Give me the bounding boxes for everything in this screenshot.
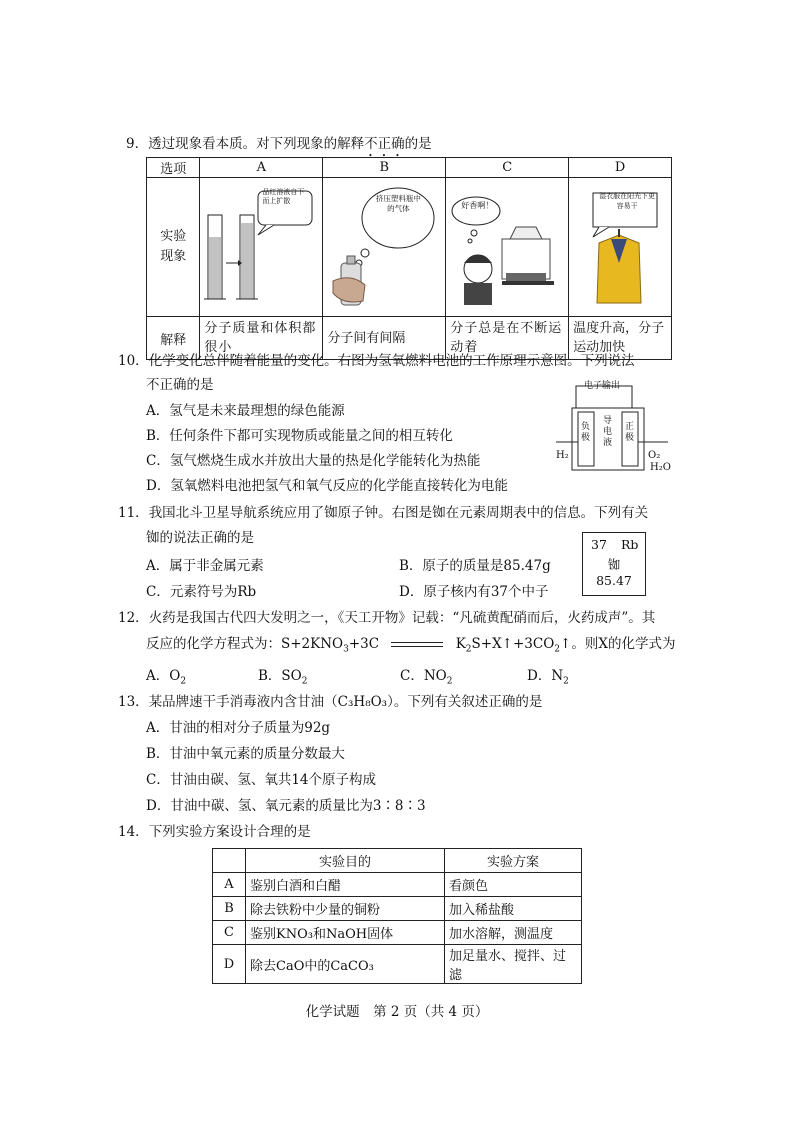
q12-equation: 反应的化学方程式为：$S+2KNO_3+3C$ $K_2S+X↑+3CO_2↑$。则X的化学式为 [146, 636, 676, 655]
q14-row-a-purpose: 鉴别白酒和白醋 [246, 873, 445, 897]
table-row [213, 897, 582, 921]
q9-image-b [323, 178, 446, 317]
table-row [213, 921, 582, 945]
q9-bubble-d: 湿衣服在阳光下更容易干 [599, 192, 656, 210]
q12-number: 12． [118, 610, 149, 626]
q14-header-blank [213, 849, 246, 873]
q13-option-c: C．甘油由碳、氢、氧共14个原子构成 [146, 772, 377, 788]
q11-element-name: 铷 [607, 557, 621, 572]
q14-row-d-label: D [213, 945, 246, 984]
q10-label-electrolyte: 导电液 [603, 416, 613, 448]
q11-number: 11． [118, 505, 149, 521]
q10-option-c: C．氢气燃烧生成水并放出大量的热是化学能转化为热能 [146, 453, 481, 469]
q14-row-a-plan: 看颜色 [445, 873, 582, 897]
q14-row-b-plan: 加入稀盐酸 [445, 897, 582, 921]
table-row [213, 945, 582, 984]
q13-stem [118, 692, 542, 712]
q13-stem-text: 某品牌速干手消毒液内含甘油（C₃H₈O₃）。下列有关叙述正确的是 [148, 694, 543, 710]
q11-option-a: A．属于非金属元素 [146, 558, 264, 574]
q11-option-c: C．元素符号为Rb [146, 584, 257, 600]
q9-explain-c: 分子总是在不断运动着 [446, 317, 569, 360]
q9-header-b: B [323, 158, 446, 178]
q11-option-b: B．原子的质量是85.47g [399, 558, 551, 574]
q14-row-a-label: A [213, 873, 246, 897]
q9-image-c [446, 178, 569, 317]
q14-header-purpose: 实验目的 [246, 849, 445, 873]
q13-option-d: D．甘油中碳、氢、氧元素的质量比为3∶8∶3 [146, 798, 426, 814]
q13-option-a: A．甘油的相对分子质量为92g [146, 720, 331, 736]
q9-bubble-b: 挤压塑料瓶中的气体 [375, 194, 421, 213]
q10-label-h2: H₂ [556, 450, 569, 461]
q12-eq-right-k: K [455, 636, 466, 652]
q9-bubble-a: 品红溶液自下而上扩散 [262, 188, 305, 205]
q9-stem-text: 透过现象看本质。对下列现象的解释 [148, 136, 365, 152]
q14-table [212, 848, 582, 984]
table-row [213, 873, 582, 897]
q10-option-a: A．氢气是未来最理想的绿色能源 [146, 403, 345, 419]
q12-stem-line1 [118, 608, 655, 628]
q14-stem [118, 822, 311, 842]
q10-stem-line1 [118, 351, 635, 371]
q9-header-d: D [569, 158, 672, 178]
q10-label-h2o: H₂O [650, 462, 671, 473]
q12-eq-right: S+X↑+3CO [471, 636, 555, 652]
q9-emphasis: 不正确 [364, 136, 405, 152]
q9-explain-label: 解释 [147, 317, 200, 360]
q9-image-a [200, 178, 323, 317]
q9-bubble-c: 好香啊！ [461, 201, 494, 210]
q14-row-c-purpose: 鉴别KNO₃和NaOH固体 [246, 921, 445, 945]
q12-eq-left: 反应的化学方程式为：S+2KNO [146, 636, 344, 652]
q10-fuel-cell-figure [552, 378, 672, 478]
q10-stem-text: 化学变化总伴随着能量的变化。右图为氢氧燃料电池的工作原理示意图。下列说法 [148, 353, 635, 369]
q9-explain-b: 分子间有间隔 [323, 317, 446, 360]
q11-element-card [582, 532, 646, 596]
q11-stem-text: 我国北斗卫星导航系统应用了铷原子钟。右图是铷在元素周期表中的信息。下列有关 [148, 505, 649, 521]
q9-header-a: A [200, 158, 323, 178]
q14-row-d-plan: 加足量水、搅拌、过滤 [445, 945, 582, 984]
q11-atomic-mass: 85.47 [596, 573, 632, 588]
q12-option-b: B．$SO_2$ [258, 668, 308, 687]
q12-equals-sign [391, 642, 443, 647]
page-footer: 化学试题 第 2 页（共 4 页） [305, 1004, 489, 1020]
q10-label-positive: 正极 [625, 422, 635, 443]
q13-number: 13． [118, 694, 149, 710]
q10-label-negative: 负极 [581, 422, 591, 443]
q12-option-d: D．$N_2$ [527, 668, 569, 687]
q14-row-b-purpose: 除去铁粉中少量的铜粉 [246, 897, 445, 921]
q12-stem-text: 火药是我国古代四大发明之一，《天工开物》记载：“凡硫黄配硝而后，火药成声”。其 [148, 610, 656, 626]
q11-stem-line2: 铷的说法正确的是 [146, 530, 254, 546]
q10-stem-line2: 不正确的是 [146, 377, 214, 393]
q14-stem-text: 下列实验方案设计合理的是 [148, 824, 311, 840]
q9-stem-end: 的是 [404, 136, 432, 152]
q11-atomic-number: 37 [591, 537, 607, 552]
q10-option-d: D．氢氧燃料电池把氢气和氧气反应的化学能直接转化为电能 [146, 478, 508, 494]
q9-explain-a: 分子质量和体积都很小 [200, 317, 323, 360]
q14-row-c-label: C [213, 921, 246, 945]
q14-header-plan: 实验方案 [445, 849, 582, 873]
q12-option-a: A．$O_2$ [146, 668, 187, 687]
q9-header-option: 选项 [147, 158, 200, 178]
q10-label-electron: 电子输出 [584, 381, 621, 391]
q10-number: 10． [118, 353, 149, 369]
q13-option-b: B．甘油中氧元素的质量分数最大 [146, 746, 345, 762]
q9-number: 9． [126, 136, 149, 152]
q12-eq-left-end: +3C [348, 636, 380, 652]
q11-option-d: D．原子核内有37个中子 [399, 584, 549, 600]
q9-header-c: C [446, 158, 569, 178]
q9-explain-d: 温度升高，分子运动加快 [569, 317, 672, 360]
q10-label-o2: O₂ [648, 450, 661, 461]
q11-element-symbol: Rb [621, 537, 639, 552]
q14-row-d-purpose: 除去CaO中的CaCO₃ [246, 945, 445, 984]
q12-option-c: C．$NO_2$ [400, 668, 453, 687]
q14-number: 14． [118, 824, 149, 840]
q9-image-d [569, 178, 672, 317]
q11-stem-line1 [118, 503, 648, 523]
q12-eq-question: ↑。则X的化学式为 [560, 636, 676, 652]
q9-table [146, 157, 672, 360]
q9-phenomenon-label: 实验现象 [147, 178, 200, 317]
q10-option-b: B．任何条件下都可实现物质或能量之间的相互转化 [146, 428, 453, 444]
q14-row-c-plan: 加水溶解，测温度 [445, 921, 582, 945]
q14-row-b-label: B [213, 897, 246, 921]
